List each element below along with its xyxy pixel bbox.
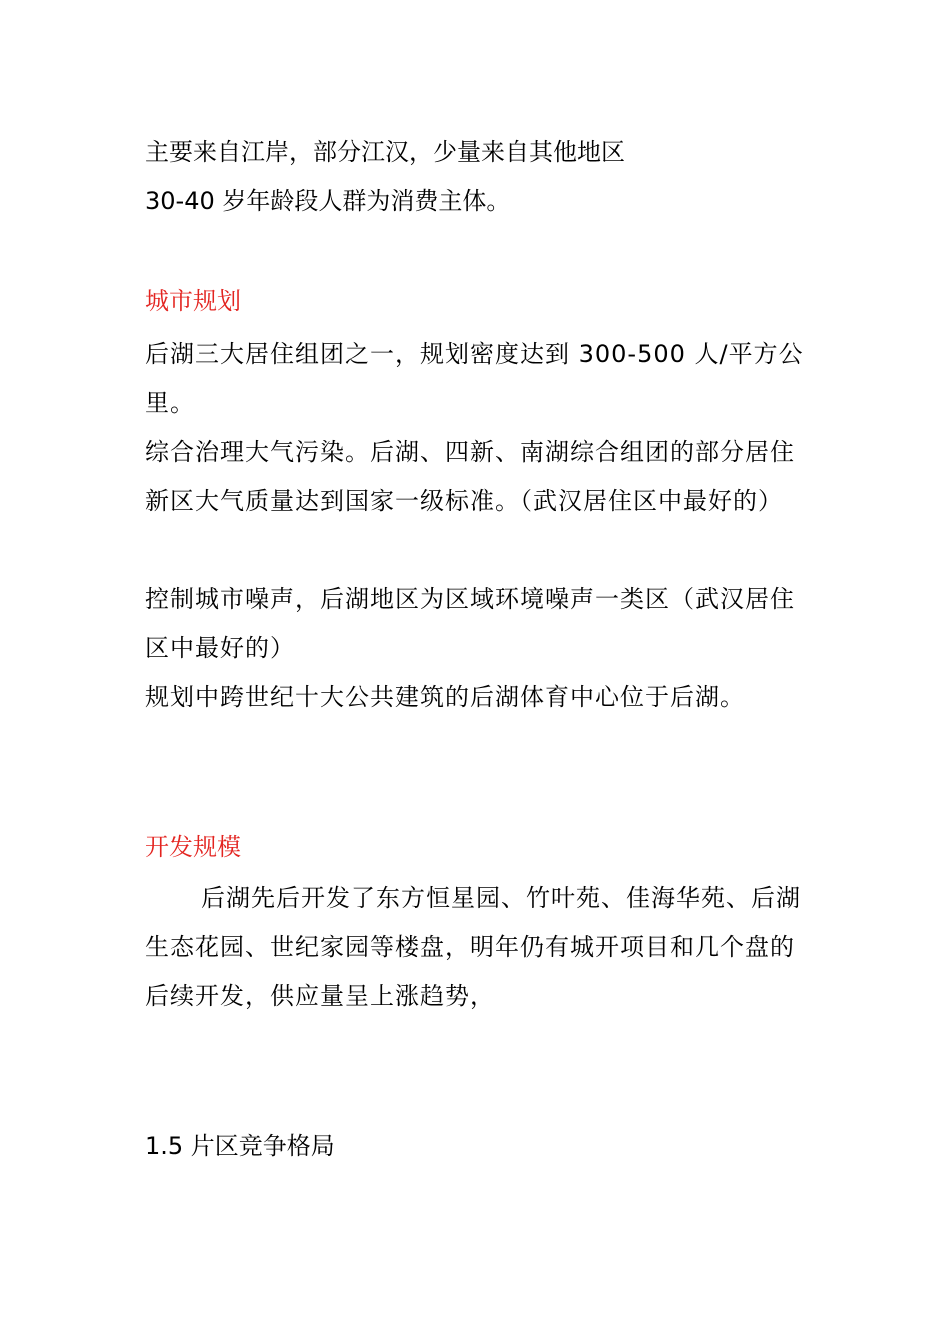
- city-planning-paragraph-2: 综合治理大气污染。后湖、四新、南湖综合组团的部分居住新区大气质量达到国家一级标准。（武汉居住区中最好的）: [145, 438, 795, 515]
- development-scale-heading: 开发规模: [145, 833, 241, 861]
- development-scale-paragraph: 后湖先后开发了东方恒星园、竹叶苑、佳海华苑、后湖生态花园、世纪家园等楼盘，明年仍有城开项目和几个盘的后续开发，供应量呈上涨趋势，: [145, 884, 801, 1010]
- intro-line-2: 30-40 岁年龄段人群为消费主体。: [145, 187, 511, 215]
- section-title: 1.5 片区竞争格局: [145, 1132, 335, 1160]
- city-planning-paragraph-1: 后湖三大居住组团之一，规划密度达到 300-500 人/平方公里。: [145, 340, 804, 417]
- intro-line-1: 主要来自江岸，部分江汉，少量来自其他地区: [145, 138, 625, 166]
- city-planning-paragraph-3: 控制城市噪声，后湖地区为区域环境噪声一类区（武汉居住区中最好的）: [145, 585, 795, 662]
- city-planning-heading: 城市规划: [145, 287, 241, 315]
- city-planning-paragraph-4: 规划中跨世纪十大公共建筑的后湖体育中心位于后湖。: [145, 683, 745, 711]
